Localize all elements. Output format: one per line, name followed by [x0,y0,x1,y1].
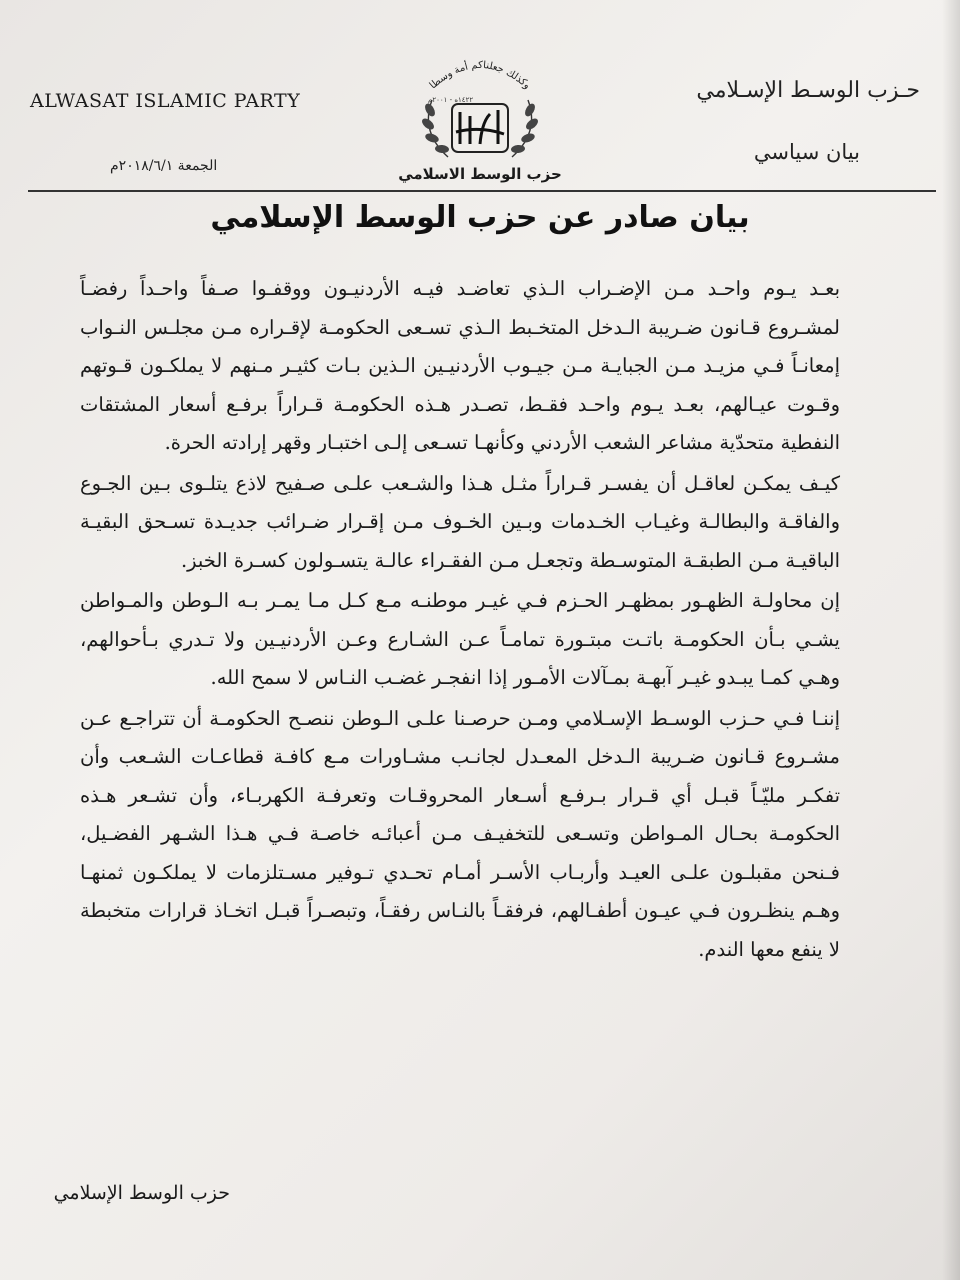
document-type: بيان سياسي [753,140,860,164]
party-name-arabic: حـزب الوسـط الإسـلامي [696,78,920,103]
statement-title: بيان صادر عن حزب الوسط الإسلامي [210,200,750,235]
paragraph: إن محاولـة الظهـور بمظهـر الحـزم فـي غيـر موطنـه مـع كـل مـا يمـر بـه الـوطن والمـواطن يشـي بـأن الحكومـة باتـت مبتـورة تمامـاً عـن الشـارع وعـن الأردنيـين ولا تـدري بـأحوالهم، وهـي كمـا يبـدو غيـر آبهـة بمـآلات الأمـور إذا انفجـر غضـب النـاس لا سمح الله. [80,589,840,689]
logo-motto: وكذلك جعلناكم أمة وسطا [427,59,533,92]
paragraph: كيـف يمكـن لعاقـل أن يفسـر قـراراً مثـل هـذا والشـعب علـى صـفيح لاذع يتلـوى بـين الجـوع والفاقـة والبطالـة وغيـاب الخـدمات وبـين الخـوف مـن إقـرار ضـرائب جديـدة تسـحق البقيـة الباقيـة مـن الطبقـة المتوسـطة وتجعـل مـن الفقـراء عالـة يتسـولون كسـرة الخبز. [80,471,840,572]
svg-text:وكذلك جعلناكم أمة وسطا [428,60,533,92]
party-logo [390,52,570,192]
laurel-emblem-icon [390,52,570,167]
statement-body [80,270,840,971]
logo-label: حزب الوسط الاسلامي [398,165,562,183]
paragraph: بعـد يـوم واحـد مـن الإضـراب الـذي تعاضـد فيـه الأردنيـون ووقفـوا صـفاً واحـداً رفضـاً لمشـروع قـانون ضـريبة الـدخل المتخـبط الـذي تسـعى الحكومـة لإقـراره مـن مجلـس النـواب إمعانـاً فـي مزيـد مـن الجبايـة مـن جيـوب الأردنيـين الـذين بـات كثيـر مـنهم لا يملكـون قـوتهم وقـوت عيـالهم، بعـد يـوم واحـد فقـط، تصـدر هـذه الحكومـة قـراراً برفـع أسعار المشتقات النفطية متحدّية مشاعر الشعب الأردني وكأنهـا تسـعى إلـى اختبـار وقهر إرادته الحرة. [80,277,840,454]
paragraph: إننـا فـي حـزب الوسـط الإسـلامي ومـن حرصـنا علـى الـوطن ننصـح الحكومـة أن تتراجـع عـن مشـروع قـانون ضـريبة الـدخل المعـدل لجانـب مشـاورات مـع كافـة قطاعـات الشـعب وأن تفكـر مليّـاً قبـل أي قـرار بـرفـع أسـعار المحروقـات وتعرفـة الكهربـاء، وأن تشـعر هـذه الحكومـة بحـال المـواطن وتسـعى للتخفيـف مـن أعبائـه خاصـة فـي هـذا الشـهر الفضـيل، فـنحن مقبلـون علـى العيـد وأربـاب الأسـر أمـام تحـدي تـوفير مسـتلزمات لا يملكـون ثمنهـا وهـم ينظـرون فـي عيـون أطفـالهم، فرفقـاً بالنـاس رفقـاً، وتبصـراً قبـل اتخـاذ قرارات متخبطة لا ينفع معها الندم. [80,706,840,961]
document-date: الجمعة ٢٠١٨/٦/١م [110,158,218,174]
page-shadow [942,0,960,1280]
signature: حزب الوسط الإسلامي [53,1182,230,1204]
party-name-english: ALWASAT ISLAMIC PARTY [30,90,301,112]
logo-year: ١٤٢٢ه - ٢٠٠١م [428,96,474,104]
header-divider [28,190,936,192]
